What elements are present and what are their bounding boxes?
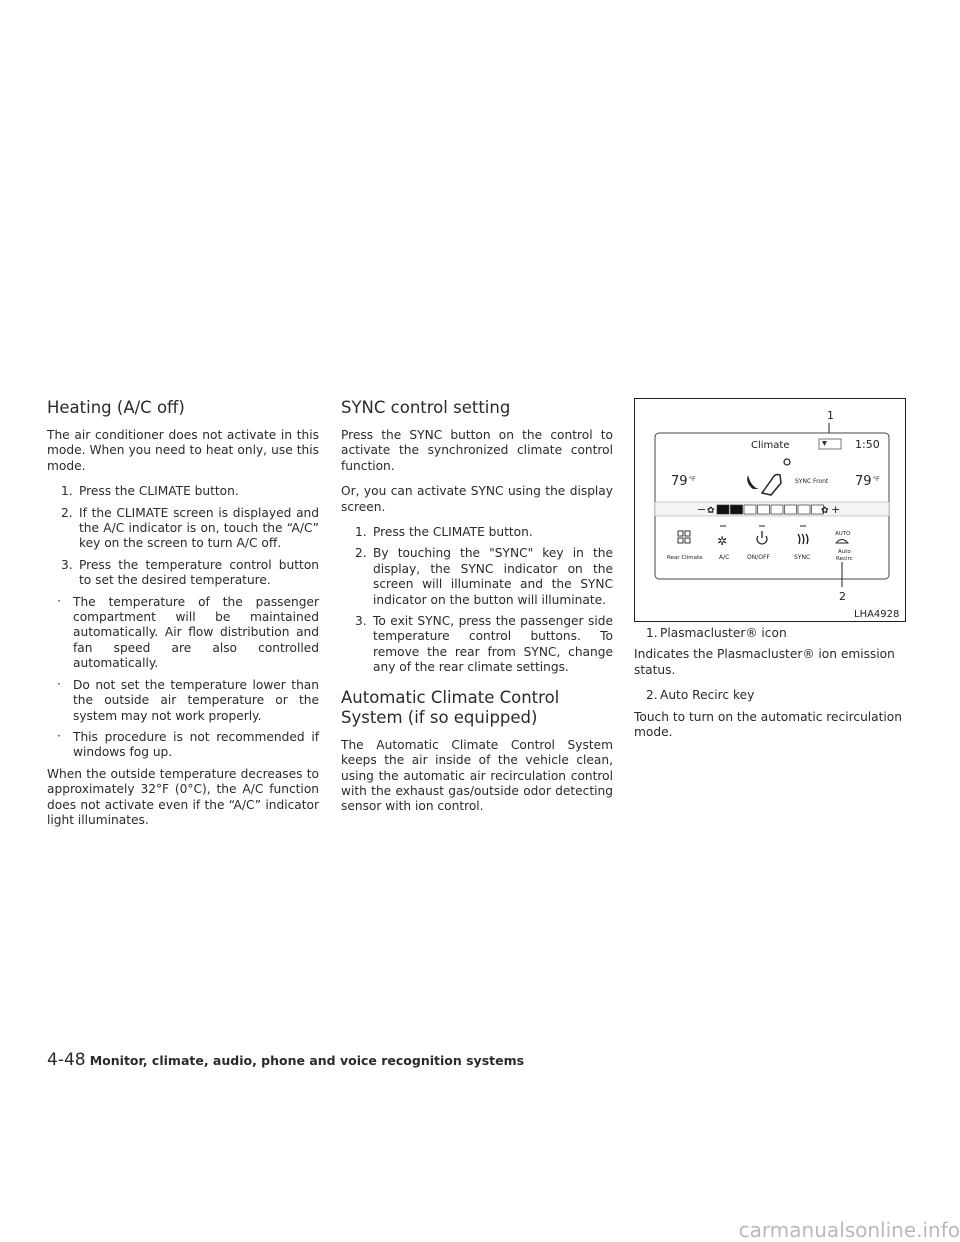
page-number: 4-48 xyxy=(47,1050,86,1070)
caption-label: Auto Recirc key xyxy=(660,688,755,703)
right-temperature: 79 xyxy=(855,474,872,489)
step-number: 1. xyxy=(355,525,367,540)
bullet-text: The temperature of the passenger compartment will be maintained automatically. Air flow distribution and fan speed are also controlled automatically. xyxy=(73,594,319,671)
bullet-text: Do not set the temperature lower than the outside air temperature or the system may not work properly. xyxy=(73,677,319,723)
caption-item xyxy=(634,626,906,641)
step-number: 1. xyxy=(61,484,73,499)
step-text: Press the CLIMATE button. xyxy=(373,525,533,540)
sync-step xyxy=(341,546,613,608)
sync-step xyxy=(341,525,613,540)
heating-step xyxy=(47,558,319,589)
step-text: To exit SYNC, press the passenger side temperature control buttons. To remove the rear from SYNC, change any of the rear climate settings. xyxy=(373,614,613,675)
fan-speed-segment xyxy=(717,505,729,514)
ac-label: A/C xyxy=(719,554,730,561)
step-text: Press the temperature control button to set the desired temperature. xyxy=(79,557,319,588)
sync-paragraph-1: Press the SYNC button on the control to activate the synchronized climate control function. xyxy=(341,428,613,473)
fan-decrease-button[interactable]: − xyxy=(697,503,707,516)
callout-2-label: 2 xyxy=(839,590,846,603)
fan-speed-segment xyxy=(771,505,783,514)
fan-low-icon: ✿ xyxy=(707,506,715,516)
fan-speed-segment xyxy=(785,505,797,514)
plasmacluster-icon xyxy=(819,439,841,449)
step-number: 3. xyxy=(61,557,73,572)
step-text: If the CLIMATE screen is displayed and the A/C indicator is on, touch the “A/C” key on the screen to turn A/C off. xyxy=(79,505,319,551)
caption-label: Plasmacluster® icon xyxy=(660,626,787,640)
fan-speed-segment xyxy=(744,505,756,514)
left-temp-unit: °F xyxy=(689,476,696,483)
step-number: 3. xyxy=(355,614,367,629)
rear-climate-label: Rear Climate xyxy=(667,555,703,561)
step-number: 2. xyxy=(355,546,367,561)
step-text: Press the CLIMATE button. xyxy=(79,484,239,499)
callout-1-label: 1 xyxy=(827,409,834,422)
caption-number: 2. xyxy=(646,688,658,703)
fan-increase-button[interactable]: + xyxy=(831,503,841,516)
sync-step xyxy=(341,614,613,676)
heating-bullet xyxy=(47,678,319,724)
caption-description: Indicates the Plasmacluster® ion emission status. xyxy=(634,647,895,677)
auto-climate-heading: Automatic Climate Control System (if so equipped) xyxy=(341,687,560,727)
bullet-dot: · xyxy=(57,593,61,608)
bullet-dot: · xyxy=(57,728,61,743)
auto-climate-paragraph: The Automatic Climate Control System keeps the air inside of the vehicle clean, using the automatic air recirculation control with the exhaust gas/outside odor detecting sensor with ion control. xyxy=(341,737,613,814)
heating-section xyxy=(47,398,319,838)
fan-speed-segment xyxy=(758,505,770,514)
heating-step xyxy=(47,506,319,552)
caption-description: Touch to turn on the automatic recirculation mode. xyxy=(634,709,902,740)
heating-heading: Heating (A/C off) xyxy=(47,398,185,417)
page-footer xyxy=(47,1050,524,1070)
left-temperature: 79 xyxy=(671,474,688,489)
right-temp-unit: °F xyxy=(873,476,880,483)
caption-item xyxy=(634,688,906,703)
fan-speed-segment xyxy=(731,505,743,514)
heating-bullet xyxy=(47,730,319,761)
sync-label: SYNC xyxy=(794,554,811,561)
figure-section xyxy=(634,398,906,750)
heating-bullet xyxy=(47,595,319,672)
sync-paragraph-2: Or, you can activate SYNC using the display screen. xyxy=(341,484,613,514)
sync-heading: SYNC control setting xyxy=(341,398,511,417)
climate-screen-illustration xyxy=(635,399,905,621)
fan-high-icon: ✿ xyxy=(821,506,829,516)
screen-title: Climate xyxy=(751,440,790,451)
auto-label: AUTO xyxy=(835,531,851,537)
heating-note: When the outside temperature decreases to approximately 32°F (0°C), the A/C function does not activate even if the “A/C” indicator light illuminates. xyxy=(47,766,319,827)
chapter-title: Monitor, climate, audio, phone and voice recognition systems xyxy=(89,1053,525,1068)
sync-front-label: SYNC Front xyxy=(795,478,829,485)
figure-id: LHA4928 xyxy=(854,609,900,620)
snowflake-icon: ✲ xyxy=(717,534,728,548)
bullet-dot: · xyxy=(57,676,61,691)
step-number: 2. xyxy=(61,505,73,520)
heating-step xyxy=(47,484,319,499)
auto-recirc-label-1: Auto xyxy=(838,549,851,555)
on-off-label: ON/OFF xyxy=(747,554,770,561)
fan-speed-segment xyxy=(798,505,810,514)
clock: 1:50 xyxy=(855,438,880,451)
sync-section xyxy=(341,398,613,825)
step-text: By touching the "SYNC" key in the display, the SYNC indicator on the screen will illuminate and the SYNC indicator on the button will illuminate. xyxy=(373,546,613,607)
watermark: carmanualsonline.info xyxy=(738,1218,960,1242)
climate-screen-figure xyxy=(634,398,906,622)
bullet-text: This procedure is not recommended if windows fog up. xyxy=(73,729,319,760)
heating-intro: The air conditioner does not activate in this mode. When you need to heat only, use this mode. xyxy=(47,428,319,473)
caption-number: 1. xyxy=(646,626,658,640)
auto-recirc-label-2: Recirc xyxy=(836,556,853,562)
